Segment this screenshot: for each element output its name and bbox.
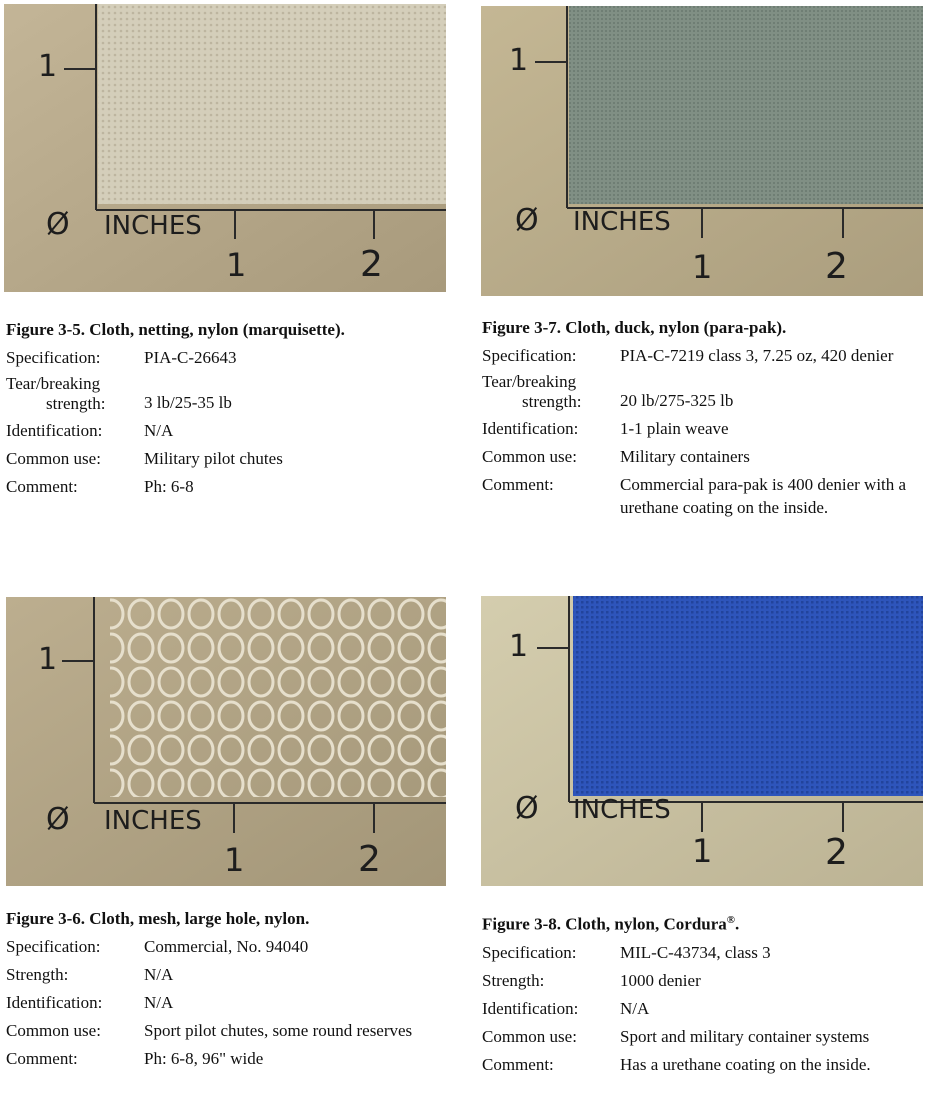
figure-title: Figure 3-7. Cloth, duck, nylon (para-pak). xyxy=(482,318,787,337)
photo-cordura xyxy=(481,596,923,886)
row-label xyxy=(482,372,620,412)
row-label: Common use: xyxy=(482,447,577,466)
spec-row xyxy=(6,1019,446,1042)
ruler-inches-label: INCHES xyxy=(104,211,202,241)
spec-row xyxy=(6,475,446,498)
row-value: Has a urethane coating on the inside. xyxy=(620,1054,871,1074)
ruler-two: 2 xyxy=(360,244,383,285)
caption-figure-3-7 xyxy=(482,316,922,519)
figure-title xyxy=(482,909,922,936)
ruler-inches-label: INCHES xyxy=(104,806,202,836)
ruler-zero: Ø xyxy=(515,791,539,826)
row-value: Military containers xyxy=(620,447,750,466)
figure-title: Figure 3-6. Cloth, mesh, large hole, nylon. xyxy=(6,909,310,928)
spec-row xyxy=(482,941,922,964)
row-value: 1000 denier xyxy=(620,970,701,990)
spec-row xyxy=(6,991,446,1014)
row-label: Specification: xyxy=(6,937,101,956)
spec-row xyxy=(482,417,922,440)
spec-row xyxy=(482,344,922,367)
spec-row xyxy=(6,963,446,986)
row-label: Comment: xyxy=(482,1054,554,1074)
ruler-one: 1 xyxy=(692,832,713,870)
row-label-line: Tear/breaking xyxy=(482,372,577,391)
spec-row xyxy=(6,935,446,958)
spec-row xyxy=(6,447,446,470)
photo-marquisette xyxy=(4,4,446,292)
ruler-inches-label: INCHES xyxy=(573,207,671,237)
ruler-tick-one: 1 xyxy=(38,642,58,677)
row-value: PIA-C-26643 xyxy=(144,348,237,367)
spec-row xyxy=(6,346,446,369)
caption-figure-3-5 xyxy=(6,318,446,498)
figure-title-text: Figure 3-8. Cloth, nylon, Cordura xyxy=(482,914,727,934)
row-value: N/A xyxy=(144,421,174,440)
caption-figure-3-8 xyxy=(482,909,922,1076)
row-label: Identification: xyxy=(482,419,579,438)
row-value: Commercial para-pak is 400 denier with a urethane coating on the inside. xyxy=(620,475,907,517)
row-label: Specification: xyxy=(482,942,577,962)
row-value: N/A xyxy=(144,993,174,1012)
row-label: Strength: xyxy=(6,965,69,984)
ruler-one: 1 xyxy=(692,248,713,286)
ruler-two: 2 xyxy=(825,246,848,287)
photo-duck xyxy=(481,6,923,296)
row-value: Sport pilot chutes, some round reserves xyxy=(144,1021,413,1040)
figure-title: Figure 3-5. Cloth, netting, nylon (marquisette). xyxy=(6,320,345,339)
row-value: N/A xyxy=(620,998,650,1018)
ruler-one: 1 xyxy=(226,246,247,284)
row-value: N/A xyxy=(144,965,174,984)
row-label: Common use: xyxy=(6,449,101,468)
row-label-line: strength: xyxy=(46,394,106,413)
row-value: Sport and military container systems xyxy=(620,1026,870,1046)
spec-row xyxy=(482,969,922,992)
registered-mark: ® xyxy=(726,914,736,926)
ruler-tick-one: 1 xyxy=(38,49,58,84)
row-label: Identification: xyxy=(482,998,579,1018)
row-value: Ph: 6-8 xyxy=(144,477,194,496)
row-value: 1-1 plain weave xyxy=(620,419,729,438)
ruler-two: 2 xyxy=(358,839,381,880)
row-label: Identification: xyxy=(6,993,103,1012)
row-label: Common use: xyxy=(482,1026,577,1046)
ruler-one: 1 xyxy=(224,841,245,879)
row-value: Military pilot chutes xyxy=(144,449,283,468)
spec-row xyxy=(482,997,922,1020)
row-label-line: Tear/breaking xyxy=(6,374,101,393)
row-label: Comment: xyxy=(6,477,78,496)
photo-mesh xyxy=(6,597,446,886)
row-label: Strength: xyxy=(482,970,545,990)
ruler-zero: Ø xyxy=(46,802,70,837)
spec-row xyxy=(6,419,446,442)
fabric-swatch xyxy=(98,4,446,204)
row-label: Comment: xyxy=(482,475,554,494)
row-label: Specification: xyxy=(6,348,101,367)
spec-row xyxy=(6,374,446,414)
spec-row xyxy=(482,445,922,468)
row-label-line: strength: xyxy=(522,392,582,411)
ruler-tick-one: 1 xyxy=(509,43,529,78)
row-value: 3 lb/25-35 lb xyxy=(144,393,232,412)
row-value: Commercial, No. 94040 xyxy=(144,937,309,956)
row-label xyxy=(6,374,144,414)
caption-figure-3-6 xyxy=(6,907,446,1070)
spec-row xyxy=(482,1053,922,1076)
fabric-swatch xyxy=(110,597,446,797)
spec-row xyxy=(6,1047,446,1070)
figure-title-end: . xyxy=(735,914,740,934)
fabric-swatch xyxy=(573,596,923,796)
ruler-zero: Ø xyxy=(515,203,539,238)
ruler-tick-one: 1 xyxy=(509,629,529,664)
row-label: Comment: xyxy=(6,1049,78,1068)
spec-row xyxy=(482,372,922,412)
spec-row xyxy=(482,1025,922,1048)
ruler-two: 2 xyxy=(825,832,848,873)
row-value: PIA-C-7219 class 3, 7.25 oz, 420 denier xyxy=(620,346,894,365)
row-value: Ph: 6-8, 96" wide xyxy=(144,1049,264,1068)
fabric-swatch xyxy=(569,6,923,204)
row-label: Specification: xyxy=(482,346,577,365)
ruler-inches-label: INCHES xyxy=(573,795,671,825)
row-label: Identification: xyxy=(6,421,103,440)
row-label: Common use: xyxy=(6,1021,101,1040)
spec-row xyxy=(482,473,922,519)
row-value: MIL-C-43734, class 3 xyxy=(620,942,771,962)
row-value: 20 lb/275-325 lb xyxy=(620,391,734,410)
ruler-zero: Ø xyxy=(46,207,70,242)
